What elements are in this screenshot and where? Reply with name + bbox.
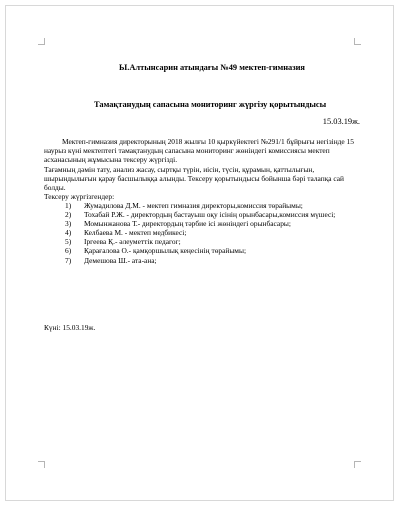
- list-item: 4) Келбаева М. - мектеп медбикесі;: [65, 228, 187, 238]
- list-item: 3) Момынжанова Т.- директордың тәрбие ісі жөніндегі орынбасары;: [65, 219, 291, 229]
- members-list: [44, 201, 364, 265]
- report-title: Тамақтанудың сапасына мониторинг жүргізу қорытындысы: [94, 100, 327, 110]
- paragraph-order: Мектеп-гимназия директорының 2018 жылғы 10 қыркүйектегі №291/1 бұйрығы негізінде 15 наурыз күні мектептегі тамақтанудың сапасына мониторинг жөніндегі комиссиясы мектеп асханасының жұмысына тексеру жүргізді.: [44, 137, 354, 165]
- report-date: 15.03.19ж.: [322, 117, 360, 127]
- paragraph-result: Тағамның дәмін тату, анализ жасау, сыртқы түрін, иісін, түсін, құрамын, қаттылығын, шырындылығын қарау басшылыққа алынды. Тексеру қорытындысы бойынша бәрі талапқа сай болды.: [44, 164, 345, 192]
- list-item: 7) Демешова Ш.- ата-ана;: [65, 255, 157, 265]
- list-item: 1) Жумадилова Д.М. - мектеп гимназия директоры,комиссия төрайымы;: [65, 200, 303, 210]
- list-item: 5) Іргеева Қ.- әлеуметтік педагог;: [65, 237, 181, 247]
- school-name: Ы.Алтынсарин атындағы №49 мектеп-гимназия: [119, 63, 305, 72]
- list-item: 6) Қарағалова О.- қамқоршылық кеңесінің төрайымы;: [65, 246, 247, 256]
- report-text: [44, 137, 364, 201]
- document-body: [44, 44, 364, 332]
- list-item: 2) Тохабай Р.Ж. - директордың бастауыш оқу ісінің орынбасары,комиссия мүшесі;: [65, 210, 336, 220]
- members-heading: Тексеру жүргізгендер:: [44, 191, 115, 201]
- margin-mark-bottom-right: [354, 461, 361, 468]
- page-sheet: [5, 5, 394, 501]
- margin-mark-bottom-left: [38, 461, 45, 468]
- footer-date: Күні: 15.03.19ж.: [44, 322, 96, 332]
